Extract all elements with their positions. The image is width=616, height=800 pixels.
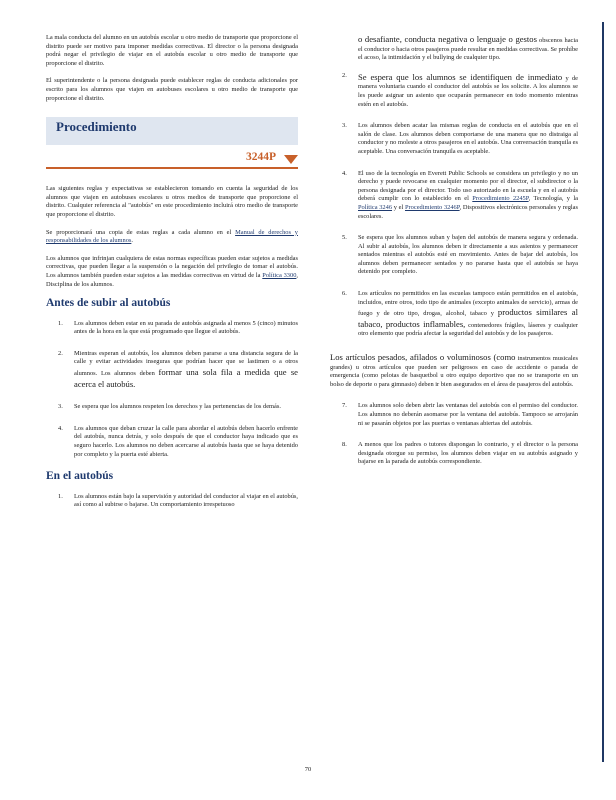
- list-item: Los artículos pesados, afilados o voluminosos (como instrumentos musicales grandes) u otros artículos que pueden ser peligrosos en caso de accidente o parada de emergencia (como pelotas de basquetbol u otro equipo deportivo que no se transporte en un bolso de deporte o para gimnasio) deben ir bien asegurados en el área de pasajeros del autobús.: [330, 352, 578, 388]
- section-1-list: [46, 320, 298, 460]
- procedure-paragraph-3: Los alumnos que infrinjan cualquiera de estas normas específicas pueden estar sujetos a medidas correctivas, que pueden llegar a la suspensión o la negación del privilegio de tomar el autobús. Los alumnos también pueden estar sujetos a las medidas correctivas en virtud de la Política 3300, Disciplina de los alumnos.: [46, 254, 298, 288]
- list-item: 2. Mientras esperan el autobús, los alumnos deben pararse a una distancia segura de la calle y evitar actividades inseguras que podrían hacer que se lastimen o a otros alumnos. Los alumnos deben formar una sola fila a medida que se acerca el autobús.: [58, 349, 298, 389]
- manual-derechos-link[interactable]: Manual de derechos y responsabilidades de los alumnos: [46, 228, 298, 245]
- procedimiento-title: Procedimiento: [56, 119, 137, 135]
- procedure-code-row: [46, 145, 298, 167]
- continued-paragraph: o desafiante, conducta negativa o lenguaje o gestos obscenos hacia el conductor o hacia otros pasajeros puede resultar en medidas correctivas. Se prohíbe el acoso, la intimidación y el bullying de cualquier tipo.: [358, 34, 578, 62]
- list-item: 4. El uso de la tecnología en Everett Public Schools se considera un privilegio y no un derecho y puede revocarse en cualquier momento por el director, el subdirector o la persona designada por el director. Todo uso autorizado en la escuela y en el autobús deberá cumplir con lo establecido en el Procedimiento 2245P, Tecnología, y la Política 3246 y el Procedimiento 3246P, Dispositivos electrónicos personales y reglas escolares.: [342, 169, 579, 220]
- intro-paragraph-1: La mala conducta del alumno en un autobús escolar u otro medio de transporte que proporcione el distrito puede ser motivo para imponer medidas correctivas. El director o la persona designada podrá negar el privilegio de viajar en el autobús escolar u otro medio de transporte que proporcione el distrito.: [46, 34, 298, 67]
- section-heading-en-el-autobus: En el autobús: [46, 470, 114, 483]
- list-item: 1. Los alumnos están bajo la supervisión y autoridad del conductor al viajar en el autobús, así como al subirse o bajarse. Un comportamiento irrespetuoso: [58, 492, 298, 509]
- list-item: 2. Se espera que los alumnos se identifiquen de inmediato y de manera voluntaria cuando el conductor del autobús se los solicite. A los alumnos se les puede asignar un asiento que ocuparán permanecer en todo momento mientras estén en el autobús.: [342, 71, 578, 108]
- list-item: 1. Los alumnos deben estar en su parada de autobús asignada al menos 5 (cinco) minutos antes de la hora en la que está programado que llegue el autobús.: [58, 319, 298, 336]
- list-item: 4. Los alumnos que deban cruzar la calle para abordar el autobús deben hacerlo enfrente del autobús, nunca detrás, y solo después de que el conductor haya indicado que es seguro hacerlo. Los alumnos no deben acercarse al autobús hasta que se haya detenido por completo y la puerta esté abierta.: [58, 424, 298, 458]
- section-heading-antes: Antes de subir al autobús: [46, 297, 171, 310]
- procedure-paragraph-2: Se proporcionará una copia de estas reglas a cada alumno en el Manual de derechos y responsabilidades de los alumnos.: [46, 228, 298, 245]
- list-item: 3. Los alumnos deben acatar las mismas reglas de conducta en el autobús que en el salón de clase. Los alumnos deben comportarse de una manera que no distraiga al conductor y no moleste a otros pasajeros en el autobús. Una conversación tranquila es aceptable. Una conversación tranquila es aceptable.: [342, 122, 578, 155]
- list-item: 3. Se espera que los alumnos respeten los derechos y las pertenencias de los demás.: [58, 403, 281, 411]
- procedure-code: 3244P: [245, 151, 276, 164]
- procedimiento-banner: [46, 117, 298, 145]
- left-column: [46, 34, 298, 523]
- procedure-paragraph-1: Las siguientes reglas y expectativas se establecieron tomando en cuenta la seguridad de los alumnos que viajen en autobuses escolares u otros medios de transporte que proporcione el distrito. Cualquier referencia al "autobús" en este procedimiento incluirá otro medio de transporte que proporcione el distrito.: [46, 185, 298, 218]
- list-item: 7. Los alumnos solo deben abrir las ventanas del autobús con el permiso del conductor. Los alumnos no deberán asomarse por la ventana del autobús. Tampoco se arrojarán ni se pasarán objetos por las puertas o ventanas abiertas del autobús.: [342, 402, 578, 427]
- list-item: 5. Se espera que los alumnos suban y bajen del autobús de manera segura y ordenada. Al subir al autobús, los alumnos deben ir directamente a sus asientos y permanecer sentados mientras el autobús esté en movimiento. Antes de bajar del autobús, los alumnos deben permanecer sentados y no pararse hasta que el autobús se haya detenido por completo.: [342, 234, 578, 276]
- section-2-list: [46, 493, 298, 510]
- list-item: 8. A menos que los padres o tutores dispongan lo contrario, y el director o la persona designada otorgue su permiso, los alumnos deben viajar en su autobús asignado y bajarse en la parada de autobús correspondiente.: [342, 441, 578, 466]
- list-item: 6. Los artículos no permitidos en las escuelas tampoco están permitidos en el autobús, incluidos, entre otros, todo tipo de animales (excepto animales de servicio), armas de fuego y de otro tipo, drogas, alcohol, tabaco y productos similares al tabaco, productos inflamables, contenedores frágiles, láseres y cualquier otro elemento que podría afectar la seguridad del autobús y de los pasajeros.: [342, 290, 579, 338]
- page-number: 70: [304, 766, 312, 773]
- politica-3246-link[interactable]: Política 3246: [358, 203, 393, 211]
- procedimiento-2245p-link[interactable]: Procedimiento 2245P: [472, 195, 529, 203]
- right-column: [330, 34, 578, 480]
- triangle-down-icon: [284, 155, 298, 164]
- right-list: [330, 72, 578, 467]
- intro-paragraph-2: El superintendente o la persona designada puede establecer reglas de conducta adicionales por escrito para los alumnos que viajen en autobuses escolares u otro medio de transporte que proporcione el distrito.: [46, 77, 298, 102]
- politica-3300-link[interactable]: Política 3300: [262, 271, 297, 279]
- page-side-rule: [602, 22, 604, 762]
- procedimiento-3246p-link[interactable]: Procedimiento 3246P: [404, 203, 460, 211]
- procedure-code-rule: [46, 167, 298, 169]
